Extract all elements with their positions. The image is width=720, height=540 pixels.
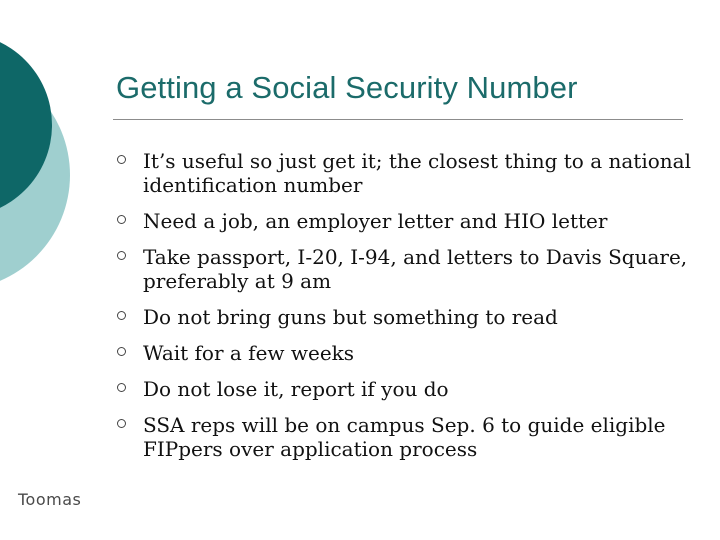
- bullet-list: [117, 149, 707, 473]
- bullet-text: SSA reps will be on campus Sep. 6 to guide eligible FIPpers over application process: [143, 413, 666, 461]
- hollow-circle-bullet-icon: [117, 419, 126, 428]
- hollow-circle-bullet-icon: [117, 251, 126, 260]
- hollow-circle-bullet-icon: [117, 347, 126, 356]
- decorative-circles: [0, 0, 120, 300]
- bullet-item: [117, 413, 707, 461]
- bullet-text: Take passport, I-20, I-94, and letters to Davis Square, preferably at 9 am: [143, 245, 688, 293]
- bullet-item: [117, 209, 707, 233]
- bullet-item: [117, 305, 707, 329]
- footer-author: Toomas: [18, 490, 82, 509]
- bullet-item: [117, 377, 707, 401]
- bullet-text: It’s useful so just get it; the closest thing to a national identification number: [143, 149, 691, 197]
- hollow-circle-bullet-icon: [117, 155, 126, 164]
- title-divider: [113, 119, 683, 120]
- bullet-text: Wait for a few weeks: [143, 341, 355, 365]
- bullet-item: [117, 149, 707, 197]
- bullet-item: [117, 341, 707, 365]
- bullet-text: Do not lose it, report if you do: [143, 377, 449, 401]
- bullet-text: Do not bring guns but something to read: [143, 305, 558, 329]
- hollow-circle-bullet-icon: [117, 311, 126, 320]
- bullet-item: [117, 245, 707, 293]
- hollow-circle-bullet-icon: [117, 383, 126, 392]
- slide-title: Getting a Social Security Number: [116, 70, 578, 105]
- bullet-text: Need a job, an employer letter and HIO letter: [143, 209, 608, 233]
- hollow-circle-bullet-icon: [117, 215, 126, 224]
